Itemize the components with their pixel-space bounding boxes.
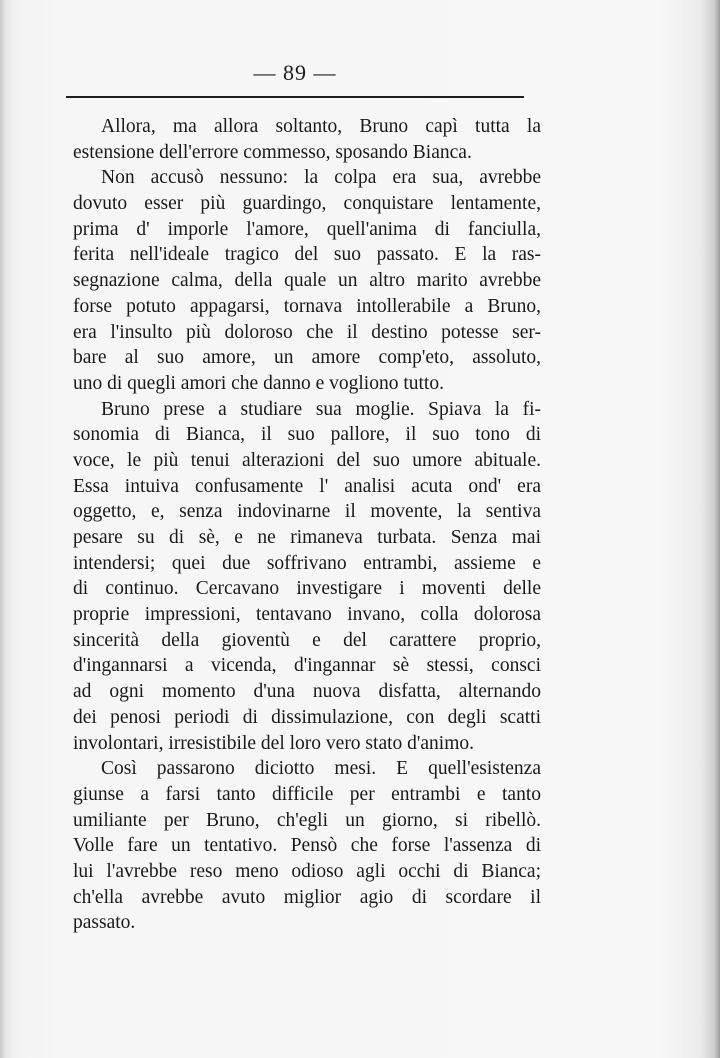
text-line: voce, le più tenui alterazioni del suo umore abituale. [73, 449, 541, 471]
text-line: ch'ella avrebbe avuto miglior agio di scordare il [73, 886, 541, 908]
text-line: dovuto esser più guardingo, conquistare lentamente, [73, 193, 541, 215]
text-line: Allora, ma allora soltanto, Bruno capì tutta la [101, 116, 541, 137]
text-line: era l'insulto più doloroso che il destino potesse ser- [73, 321, 541, 343]
text-line: di continuo. Cercavano investigare i moventi delle [73, 578, 541, 600]
text-line: Essa intuiva confusamente l' analisi acuta ond' era [73, 475, 541, 497]
text-line: sonomia di Bianca, il suo pallore, il suo tono di [73, 424, 541, 446]
text-line: estensione dell'errore commesso, sposando Bianca. [73, 141, 472, 163]
header-rule [66, 96, 524, 98]
text-line: ad ogni momento d'una nuova disfatta, alternando [73, 681, 541, 703]
text-line: Non accusò nessuno: la colpa era sua, avrebbe [101, 167, 541, 189]
text-line: involontari, irresistibile del loro vero stato d'animo. [73, 732, 475, 754]
text-line: intendersi; quei due soffrivano entrambi, assieme e [73, 552, 541, 574]
text-line: dei penosi periodi di dissimulazione, con degli scatti [73, 706, 541, 728]
text-line: segnazione calma, della quale un altro marito avrebbe [73, 270, 541, 292]
text-line: passato. [73, 912, 136, 934]
text-line: oggetto, e, senza indovinarne il movente, la sentiva [73, 501, 541, 523]
text-line: uno di quegli amori che danno e vogliono tutto. [73, 372, 444, 394]
page-number: — 89 — [253, 60, 337, 85]
text-line: sincerità della gioventù e del carattere proprio, [73, 629, 541, 651]
text-line: bare al suo amore, un amore comp'eto, assoluto, [73, 347, 541, 369]
text-line: Bruno prese a studiare sua moglie. Spiava la fi- [101, 398, 541, 420]
text-line: ferita nell'ideale tragico del suo passato. E la ras- [73, 244, 541, 266]
text-line: prima d' imporle l'amore, quell'anima di fanciulla, [73, 218, 541, 240]
text-line: lui l'avrebbe reso meno odioso agli occhi di Bianca; [73, 860, 541, 882]
text-line: pesare su di sè, e ne rimaneva turbata. Senza mai [73, 527, 541, 548]
text-line: d'ingannarsi a vicenda, d'ingannar sè stessi, consci [73, 655, 541, 677]
text-line: proprie impressioni, tentavano invano, colla dolorosa [73, 604, 541, 626]
text-line: Così passarono diciotto mesi. E quell'esistenza [101, 758, 541, 780]
text-line: forse potuto appagarsi, tornava intollerabile a Bruno, [73, 295, 541, 317]
body-text [73, 114, 541, 936]
text-line: Volle fare un tentativo. Pensò che forse l'assenza di [73, 835, 541, 857]
text-line: giunse a farsi tanto difficile per entrambi e tanto [73, 783, 541, 805]
text-line: umiliante per Bruno, ch'egli un giorno, si ribellò. [73, 809, 541, 831]
